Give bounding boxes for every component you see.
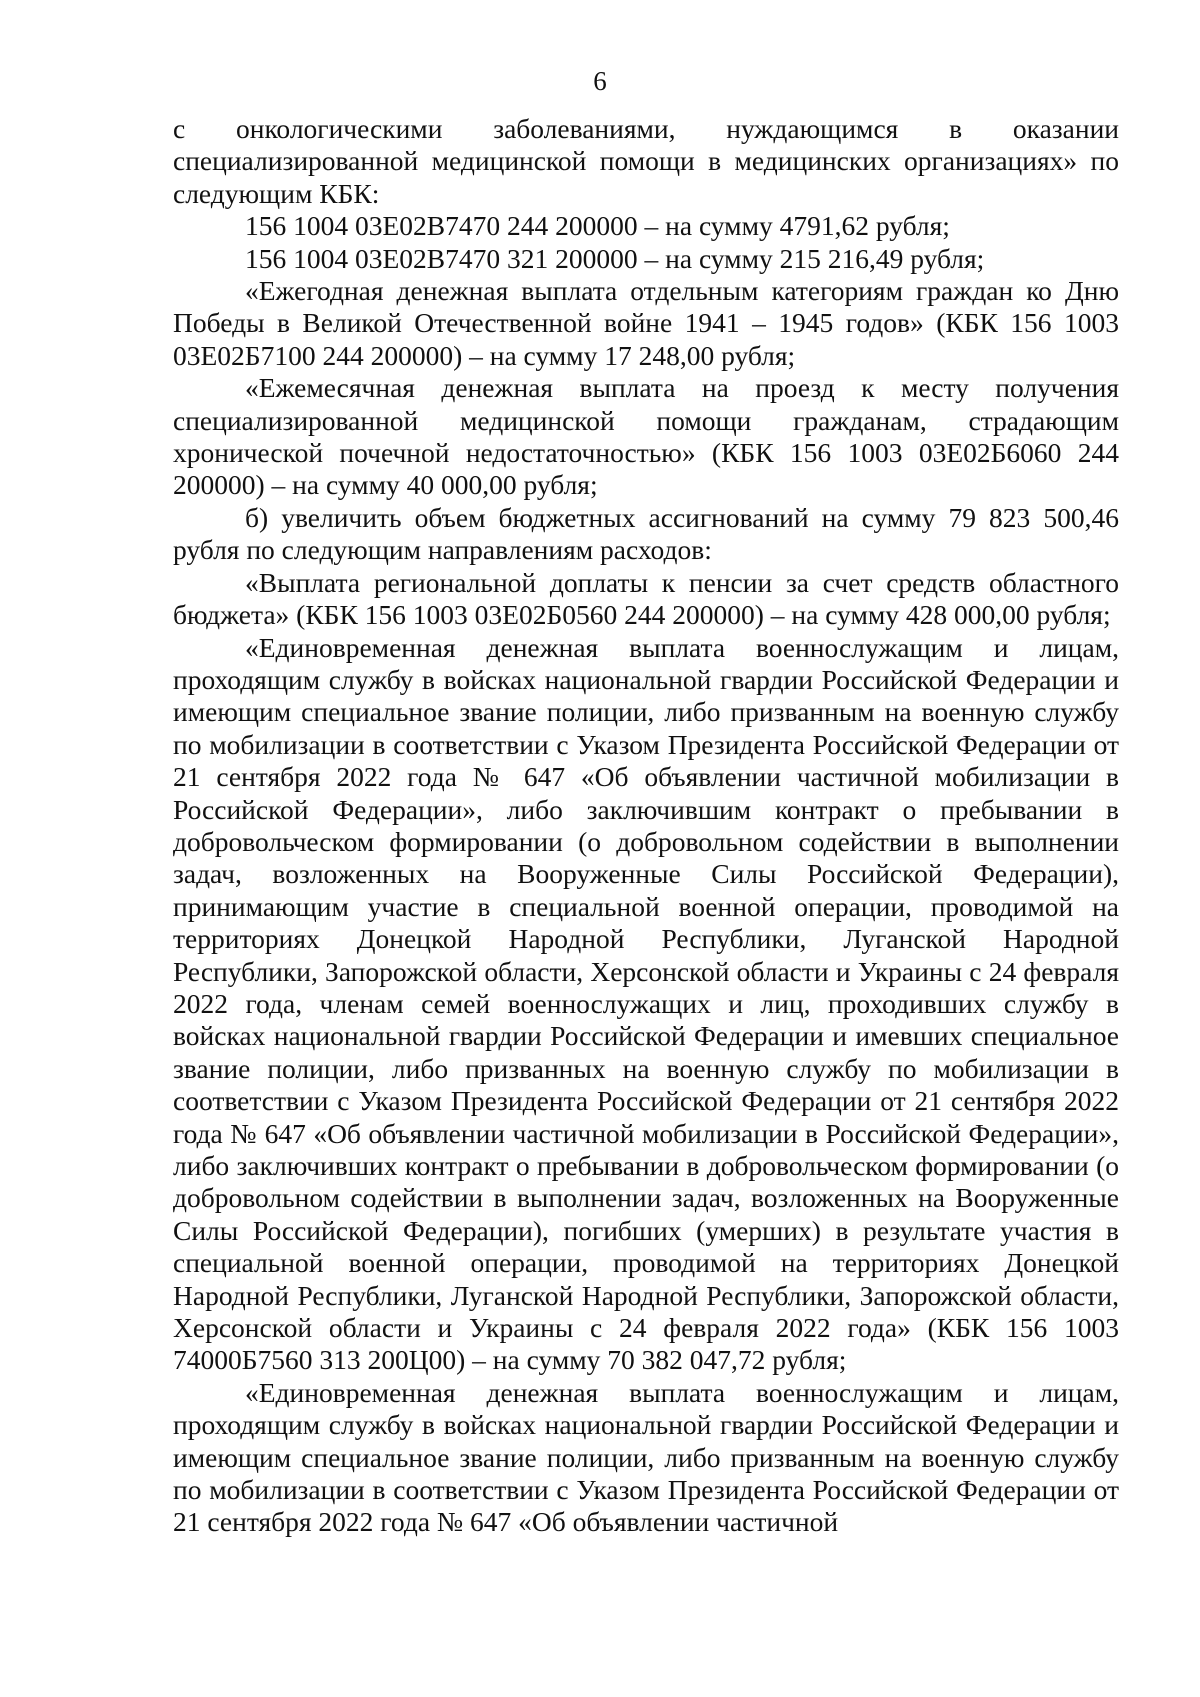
paragraph-continuation: с онкологическими заболеваниями, нуждающимся в оказании специализированной медицинской помощи в медицинских организациях» по следующим КБК:: [173, 113, 1119, 209]
page-number: 6: [593, 66, 607, 96]
paragraph-travel-payment: «Ежемесячная денежная выплата на проезд к месту получения специализированной медицинской помощи гражданам, страдающим хронической почечной недостаточностью» (КБК 156 1003 03Е02Б6060 244 200000) – на сумму 40 000,00 рубля;: [173, 372, 1119, 501]
paragraph-victory-day-payment: «Ежегодная денежная выплата отдельным категориям граждан ко Дню Победы в Великой Отечественной войне 1941 – 1945 годов» (КБК 156 1003 03Е02Б7100 244 200000) – на сумму 17 248,00 рубля;: [173, 275, 1119, 371]
kbk-line-2: 156 1004 03Е02В7470 321 200000 – на сумму 215 216,49 рубля;: [245, 242, 985, 274]
document-body: [173, 113, 1119, 1539]
paragraph-increase-allocations: б) увеличить объем бюджетных ассигнований на сумму 79 823 500,46 рубля по следующим направлениям расходов:: [173, 501, 1119, 566]
paragraph-military-payment: «Единовременная денежная выплата военнослужащим и лицам, проходящим службу в войсках национальной гвардии Российской Федерации и имеющим специальное звание полиции, либо призванным на военную службу по мобилизации в соответствии с Указом Президента Российской Федерации от 21 сентября 2022 года № 647 «Об объявлении частичной мобилизации в Российской Федерации», либо заключившим контракт о пребывании в добровольческом формировании (о добровольном содействии в выполнении задач, возложенных на Вооруженные Силы Российской Федерации), принимающим участие в специальной военной операции, проводимой на территориях Донецкой Народной Республики, Луганской Народной Республики, Запорожской области, Херсонской области и Украины с 24 февраля 2022 года, членам семей военнослужащих и лиц, проходивших службу в войсках национальной гвардии Российской Федерации и имевших специальное звание полиции, либо призванных на военную службу по мобилизации в соответствии с Указом Президента Российской Федерации от 21 сентября 2022 года № 647 «Об объявлении частичной мобилизации в Российской Федерации», либо заключивших контракт о пребывании в добровольческом формировании (о добровольном содействии в выполнении задач, возложенных на Вооруженные Силы Российской Федерации), погибших (умерших) в результате участия в специальной военной операции, проводимой на территориях Донецкой Народной Республики, Луганской Народной Республики, Запорожской области, Херсонской области и Украины с 24 февраля 2022 года» (КБК 156 1003 74000Б7560 313 200Ц00) – на сумму 70 382 047,72 рубля;: [173, 631, 1119, 1376]
paragraph-military-payment-continued: «Единовременная денежная выплата военнослужащим и лицам, проходящим службу в войсках национальной гвардии Российской Федерации и имеющим специальное звание полиции, либо призванным на военную службу по мобилизации в соответствии с Указом Президента Российской Федерации от 21 сентября 2022 года № 647 «Об объявлении частичной: [173, 1376, 1119, 1538]
paragraph-pension-surcharge: «Выплата региональной доплаты к пенсии за счет средств областного бюджета» (КБК 156 1003 03Е02Б0560 244 200000) – на сумму 428 000,00 рубля;: [173, 566, 1119, 631]
kbk-line-1: 156 1004 03Е02В7470 244 200000 – на сумму 4791,62 рубля;: [245, 210, 950, 242]
